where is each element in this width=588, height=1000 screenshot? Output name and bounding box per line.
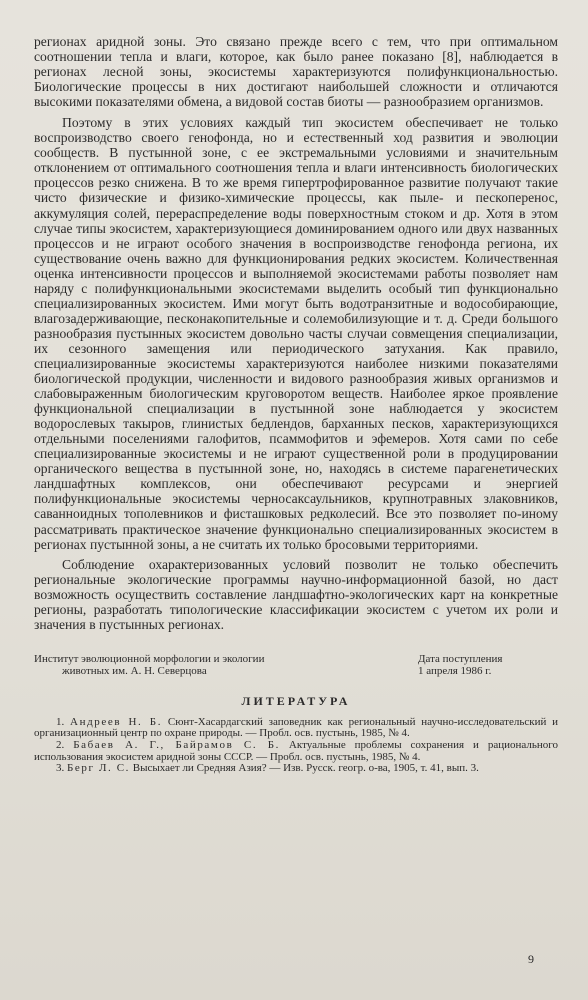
- institute-line-1: Институт эволюционной морфологии и экологии: [34, 652, 265, 665]
- institute-line-2: животных им. А. Н. Северцова: [62, 665, 207, 678]
- reference-text: Сюнт-Хасардагский заповедник как региональный научно-исследовательский и организационный центр по охране природы. — Пробл. осв. пустынь, 1985, № 4.: [34, 715, 559, 740]
- article-signature: [34, 653, 558, 678]
- reference-number: 1.: [56, 715, 65, 728]
- reference-author: Берг Л. С.: [67, 762, 131, 775]
- reference-item: [34, 763, 558, 775]
- reference-item: [34, 740, 558, 763]
- received-date: [418, 653, 558, 678]
- reference-number: 2.: [56, 739, 65, 752]
- page-number: 9: [528, 952, 534, 966]
- reference-author: Андреев Н. Б.: [70, 715, 163, 728]
- body-paragraph-2: Поэтому в этих условиях каждый тип экосистем обеспечивает не только воспроизводство своего генофонда, но и естественный ход развития и эволюции сообществ. В пустынной зоне, с ее экстремальными условиями и значительным отклонением от оптимального соотношения тепла и влаги интенсивность биологических процессов резко снижена. В то же время гипертрофированное развитие получают такие чисто физические и физико-химические процессы, как пыле- и пескоперенос, аккумуляция солей, перераспределение воды поверхностным стоком и др. Хотя в этом случае типы экосистем, характеризующиеся доминированием одного или двух названных процессов и не играют особого значения в воспроизводстве генофонда региона, их существование очень важно для функционирования редких экосистем. Количественная оценка интенсивности процессов и выполняемой экосистемами работы позволяет нам наряду с полифункциональными экосистемами выделить особый тип функционально специализированных экосистем. Ими могут быть водотранзитные и водособирающие, влагозадерживающие, песконакопительные и солемобилизующие и т. д. Среди большого разнообразия пустынных экосистем довольно часты случаи совмещения специализации, их сезонного замещения или периодического затухания. Как правило, специализированные экосистемы характеризуются наиболее низкими показателями биологической продукции, численности и видового разнообразия живых организмов и слабовыраженным биологическим круговоротом веществ. Наиболее яркое проявление функциональной специализации в пустынной зоне наблюдается у экосистем водорослевых такыров, глинистых бедлендов, барханных песков, характеризующихся отдельными поселениями галофитов, псаммофитов и эфемеров. Хотя сами по себе специализированные экосистемы и не играют существенной роли в продуцировании органического вещества в пустынной зоне, но, находясь в системе парагенетических ландшафтных комплексов, они обеспечивают ресурсами и энергией полифункциональные экосистемы черносаксаульников, крупнотравных злаковников, саванноидных тополевников и фисташковых редколесий. Все это позволяет по-иному рассматривать практическое значение функционально специализированных экосистем в регионах пустынной зоны, а не считать их только бросовыми территориями.: [34, 115, 558, 552]
- received-date-label: Дата поступления: [418, 652, 503, 665]
- received-date-value: 1 апреля 1986 г.: [418, 665, 492, 678]
- body-paragraph-1: регионах аридной зоны. Это связано прежде всего с тем, что при оптимальном соотношении тепла и влаги, которое, как было ранее показано [8], наблюдается в регионах лесной зоны, экосистемы характеризуются полифункциональностью. Биологические процессы в них достигают наибольшей сложности и отличаются высокими показателями обмена, а видовой состав биоты — разнообразием организмов.: [34, 34, 558, 110]
- body-paragraph-3: Соблюдение охарактеризованных условий позволит не только обеспечить региональные экологические программы научно-информационной базой, но даст возможность осуществить составление ландшафтно-экологических карт на конкретные регионы, разработать типологические классификации экосистем с учетом их роли и значения в пустынных регионах.: [34, 556, 558, 632]
- reference-item: [34, 717, 558, 740]
- institute-affiliation: [34, 653, 334, 678]
- reference-text: Актуальные проблемы сохранения и рационального использования экосистем аридной зоны СССР. — Пробл. осв. пустынь, 1985, № 4.: [34, 739, 559, 763]
- literature-heading: ЛИТЕРАТУРА: [241, 693, 351, 708]
- reference-number: 3.: [56, 762, 65, 775]
- reference-author: Бабаев А. Г., Байрамов С. Б.: [73, 739, 280, 752]
- reference-text: Высыхает ли Средняя Азия? — Изв. Русск. геогр. о-ва, 1905, т. 41, вып. 3.: [132, 762, 479, 775]
- reference-list: [34, 717, 558, 775]
